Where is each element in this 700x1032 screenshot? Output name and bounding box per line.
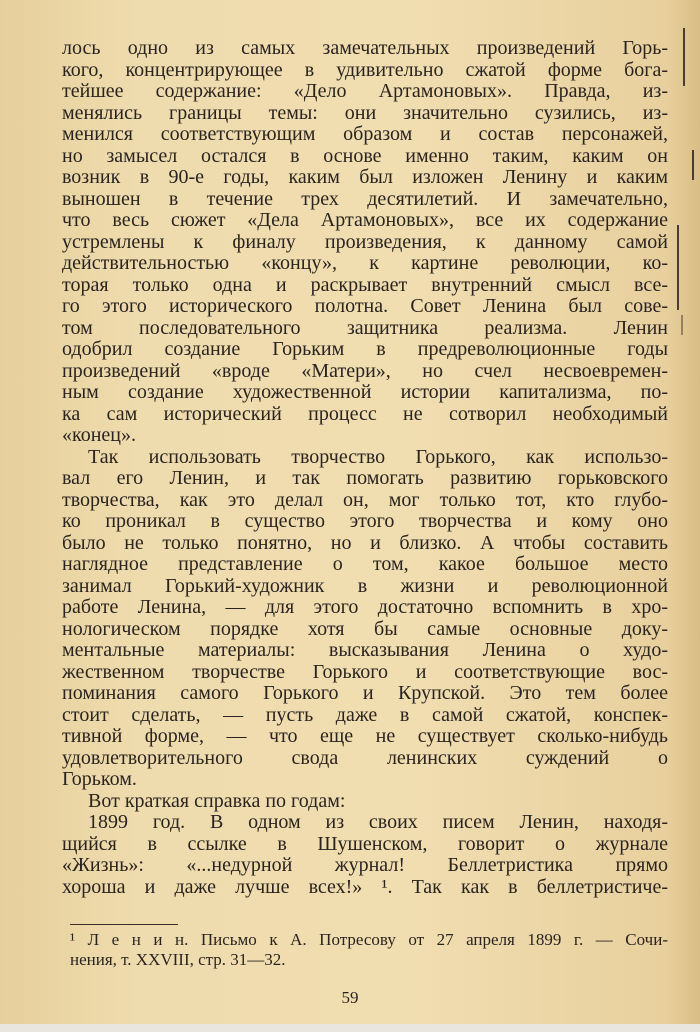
text-line: хороша и даже лучше всех!» ¹. Так как в беллетристиче- xyxy=(62,875,668,898)
text-line: творчества, как это делал он, мог только тот, кто глубо- xyxy=(62,488,668,511)
text-line: стоит сделать, — пусть даже в самой сжатой, конспек- xyxy=(62,703,668,726)
margin-pencil-mark xyxy=(681,315,683,335)
scan-edge xyxy=(0,1024,700,1032)
footnote-separator xyxy=(70,924,178,925)
text-line: занимал Горький-художник в жизни и революционной xyxy=(62,574,668,597)
text-line: ко проникал в существо этого творчества и кому оно xyxy=(62,510,668,532)
text-line: ка сам исторический процесс не сотворил необходимый xyxy=(62,402,668,425)
text-line: наглядное представление о том, какое большое место xyxy=(62,553,668,575)
margin-pencil-mark xyxy=(677,225,679,310)
text-line: что весь сюжет «Дела Артамоновых», все их содержание xyxy=(62,209,668,231)
text-line: «Жизнь»: «...недурной журнал! Беллетристика прямо xyxy=(62,854,668,876)
text-line: Горьком. xyxy=(62,768,137,790)
text-line: торая только одна и раскрывает внутренний смысл все- xyxy=(62,273,668,296)
text-line: 1899 год. В одном из своих писем Ленин, находя- xyxy=(88,811,668,833)
text-line: действительностью «концу», к картине революции, ко- xyxy=(62,252,668,274)
page-body xyxy=(62,38,668,898)
text-line: выношен в течение трех десятилетий. И замечательно, xyxy=(62,187,668,210)
text-line: «конец». xyxy=(62,424,136,446)
text-line: произведений «вроде «Матери», но счел несвоевремен- xyxy=(62,359,668,382)
text-line: том последовательного защитника реализма. Ленин xyxy=(62,316,668,339)
text-line: устремлены к финалу произведения, к данному самой xyxy=(62,230,668,253)
text-line: одобрил создание Горьким в предреволюционные годы xyxy=(62,338,668,360)
text-line: менялись границы темы: они значительно сузились, из- xyxy=(62,101,668,124)
text-line: но замысел остался в основе именно таким, каким он xyxy=(62,144,668,167)
text-line: тивной форме, — что еще не существует сколько-нибудь xyxy=(62,725,668,747)
text-line: лось одно из самых замечательных произведений Горь- xyxy=(62,37,668,59)
footnote-line: ¹ Л е н и н. Письмо к А. Потресову от 27 апреля 1899 г. — Сочи- xyxy=(70,930,668,949)
page-number: 59 xyxy=(341,988,359,1007)
text-line: Так использовать творчество Горького, как использо- xyxy=(88,445,668,468)
text-line: щийся в ссылке в Шушенском, говорит о журнале xyxy=(62,832,668,855)
text-line: поминания самого Горького и Крупской. Это тем более xyxy=(62,682,668,704)
text-line: го этого исторического полотна. Совет Ленина был сове- xyxy=(62,295,668,317)
footnote-line: нения, т. XXVIII, стр. 31—32. xyxy=(70,950,286,969)
text-line: Вот краткая справка по годам: xyxy=(88,789,346,812)
text-line: тейшее содержание: «Дело Артамоновых». Правда, из- xyxy=(62,80,668,102)
footnote xyxy=(70,930,668,970)
margin-pencil-mark xyxy=(683,28,685,86)
text-line: нологическом порядке хотя бы самые основные доку- xyxy=(62,617,668,640)
text-line: вал его Ленин, и так помогать развитию горьковского xyxy=(62,467,668,489)
text-line: возник в 90-е годы, каким был изложен Ленину и каким xyxy=(62,166,668,188)
text-line: работе Ленина, — для этого достаточно вспомнить в хро- xyxy=(62,596,668,618)
text-line: кого, концентрирующее в удивительно сжатой форме бога- xyxy=(62,58,668,81)
text-line: ным создание художественной истории капитализма, по- xyxy=(62,381,668,403)
text-line: удовлетворительного свода ленинских суждений о xyxy=(62,746,668,769)
margin-pencil-mark xyxy=(692,150,694,180)
text-line: ментальные материалы: высказывания Ленина о худо- xyxy=(62,639,668,661)
text-line: жественном творчестве Горького и соответствующие вос- xyxy=(62,660,668,683)
text-line: было не только понятно, но и близко. А чтобы составить xyxy=(62,531,668,554)
text-line: менился соответствующим образом и состав персонажей, xyxy=(62,123,668,145)
